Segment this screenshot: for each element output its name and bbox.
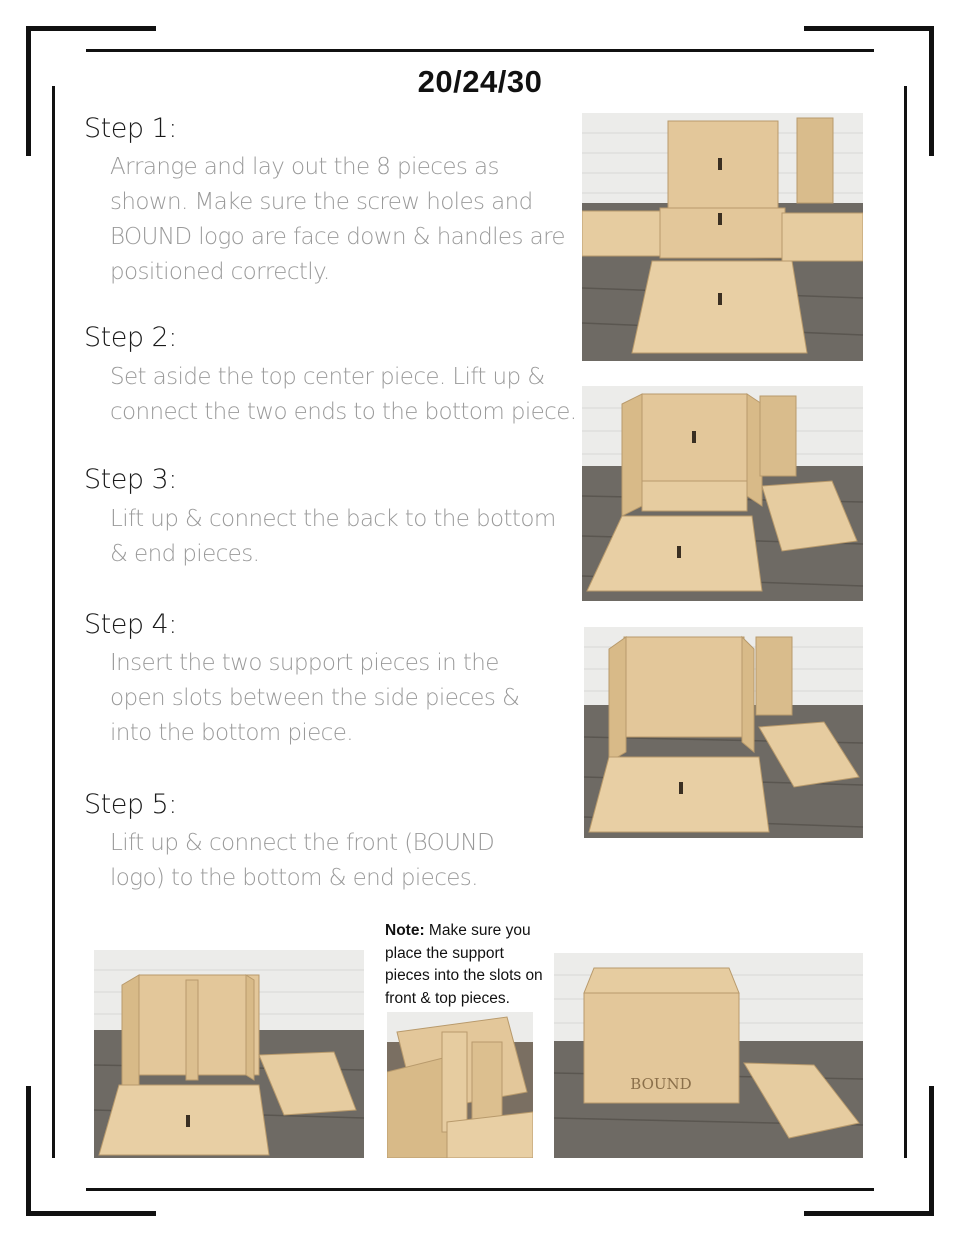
frame-top-line [86,49,874,52]
step-4-heading: Step 4: [84,609,177,640]
step-1-photo [582,113,863,361]
step-1-text: Arrange and lay out the 8 pieces as shown. Make sure the screw holes and BOUND logo are face down & handles are positioned correctly. [110,154,565,285]
frame-right-line [904,86,907,1158]
frame-top-right-h [804,26,934,31]
frame-bottom-right-h [804,1211,934,1216]
bound-logo: BOUND [630,1075,692,1093]
frame-bottom-left-h [26,1211,156,1216]
step-2-3-photo [582,386,863,601]
frame-bottom-left-v [26,1086,31,1216]
page-title: 20/24/30 [417,64,543,99]
note-text: Make sure you place the support pieces into the slots on front & top pieces. [385,922,543,1007]
finished-box-photo [554,953,863,1158]
note-label: Note: [385,922,425,939]
step-4-text: Insert the two support pieces in the open slots between the side pieces & into the bottom piece. [110,650,520,746]
step-5-text: Lift up & connect the front (BOUND logo) to the bottom & end pieces. [110,830,495,891]
step-3-heading: Step 3: [84,464,177,495]
frame-top-left-h [26,26,156,31]
step-1-heading: Step 1: [84,113,177,144]
step-5-heading: Step 5: [84,789,177,820]
frame-bottom-line [86,1188,874,1191]
step-5-photo-supports [94,950,364,1158]
frame-bottom-right-v [929,1086,934,1216]
step-2-heading: Step 2: [84,322,177,353]
step-2-text: Set aside the top center piece. Lift up & connect the two ends to the bottom piece. [110,364,577,425]
frame-left-line [52,86,55,1158]
support-closeup-photo [387,1012,533,1158]
support-note [385,920,545,1010]
step-3-text: Lift up & connect the back to the bottom & end pieces. [110,506,556,567]
step-4-photo [584,627,863,838]
